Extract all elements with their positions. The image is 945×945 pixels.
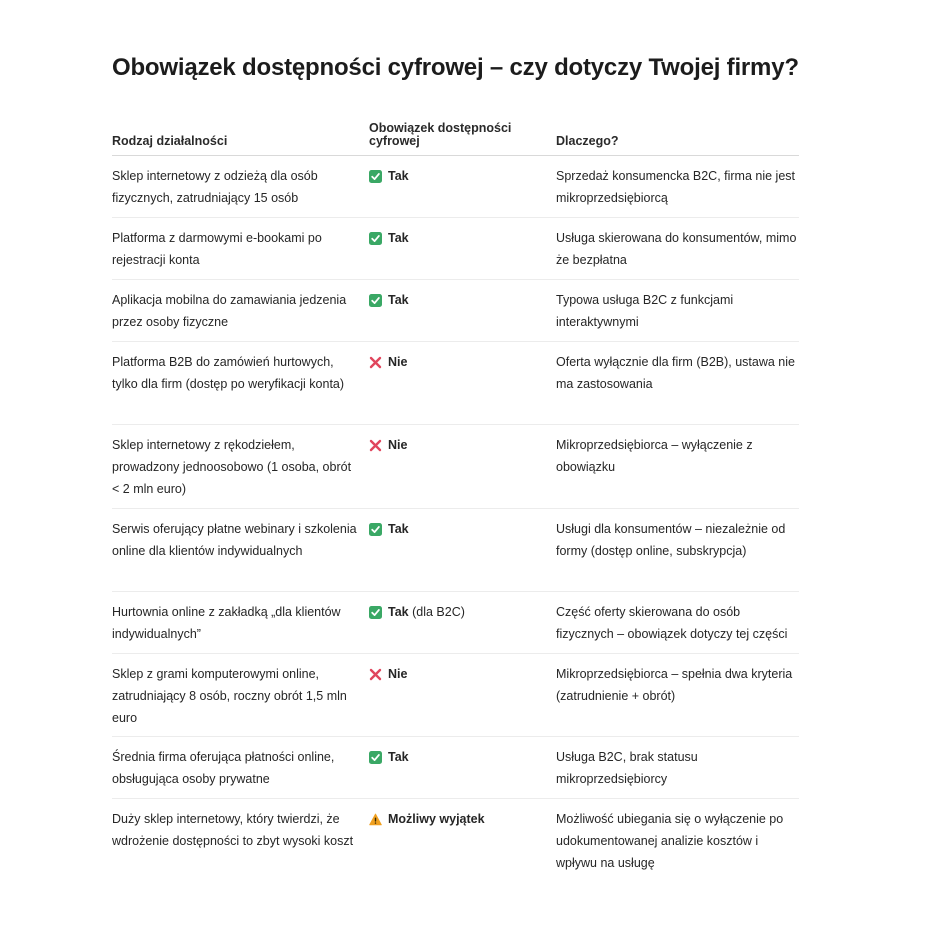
status-badge: [369, 602, 546, 624]
table-row: [112, 737, 799, 799]
reason-cell: Mikroprzedsiębiorca – wyłączenie z obowiązku: [556, 438, 753, 474]
status-label: Możliwy wyjątek: [388, 812, 485, 826]
cross-mark-icon: [369, 356, 382, 369]
obligation-cell: [369, 352, 556, 424]
status-label: Tak: [388, 522, 409, 536]
activity-cell: Sklep internetowy z rękodziełem, prowadzony jednoosobowo (1 osoba, obrót < 2 mln euro): [112, 438, 352, 496]
reason-cell: Możliwość ubiegania się o wyłączenie po udokumentowanej analizie kosztów i wpływu na usługę: [556, 812, 784, 870]
obligation-cell: [369, 166, 556, 217]
page-title: Obowiązek dostępności cyfrowej – czy dotyczy Twojej firmy?: [112, 54, 799, 81]
table-row: [112, 280, 799, 342]
table-body: [112, 156, 799, 882]
obligation-cell: [369, 519, 556, 591]
reason-cell: Oferta wyłącznie dla firm (B2B), ustawa nie ma zastosowania: [556, 355, 795, 391]
status-badge: [369, 519, 546, 541]
check-mark-icon: [369, 523, 382, 536]
table-row: [112, 799, 799, 882]
header-obligation: Obowiązek dostępności cyfrowej: [369, 121, 512, 148]
table-header: [112, 119, 799, 156]
status-label: Tak: [388, 231, 409, 245]
status-badge: [369, 166, 546, 188]
obligation-cell: [369, 290, 556, 341]
activity-cell: Sklep z grami komputerowymi online, zatrudniający 8 osób, roczny obrót 1,5 mln euro: [112, 667, 347, 725]
activity-cell: Aplikacja mobilna do zamawiania jedzenia przez osoby fizyczne: [112, 293, 347, 329]
table-row: [112, 342, 799, 425]
status-label: Nie: [388, 438, 408, 452]
cross-mark-icon: [369, 668, 382, 681]
reason-cell: Część oferty skierowana do osób fizycznych – obowiązek dotyczy tej części: [556, 605, 788, 641]
status-label: Tak: [388, 169, 409, 183]
status-label: Nie: [388, 355, 408, 369]
obligation-cell: [369, 435, 556, 508]
activity-cell: Duży sklep internetowy, który twierdzi, że wdrożenie dostępności to zbyt wysoki koszt: [112, 812, 354, 848]
table-row: [112, 592, 799, 654]
obligation-cell: [369, 228, 556, 279]
status-badge: [369, 435, 546, 457]
cross-mark-icon: [369, 439, 382, 452]
check-mark-icon: [369, 170, 382, 183]
obligation-cell: [369, 664, 556, 736]
obligation-cell: [369, 602, 556, 653]
activity-cell: Hurtownia online z zakładką „dla klientów indywidualnych”: [112, 605, 341, 641]
status-label: Tak: [388, 605, 409, 619]
reason-cell: Sprzedaż konsumencka B2C, firma nie jest mikroprzedsiębiorcą: [556, 169, 795, 205]
table-row: [112, 156, 799, 218]
activity-cell: Platforma z darmowymi e-bookami po rejestracji konta: [112, 231, 322, 267]
reason-cell: Usługa B2C, brak statusu mikroprzedsiębiorcy: [556, 750, 698, 786]
activity-cell: Średnia firma oferująca płatności online, obsługująca osoby prywatne: [112, 750, 335, 786]
status-label: Tak: [388, 750, 409, 764]
activity-cell: Serwis oferujący płatne webinary i szkolenia online dla klientów indywidualnych: [112, 522, 357, 558]
status-badge: [369, 352, 546, 374]
table-row: [112, 425, 799, 509]
header-reason: Dlaczego?: [556, 134, 619, 148]
table-row: [112, 509, 799, 592]
activity-cell: Platforma B2B do zamówień hurtowych, tylko dla firm (dostęp po weryfikacji konta): [112, 355, 345, 391]
activity-cell: Sklep internetowy z odzieżą dla osób fizycznych, zatrudniający 15 osób: [112, 169, 318, 205]
table-row: [112, 218, 799, 280]
header-activity: Rodzaj działalności: [112, 134, 228, 148]
reason-cell: Usługi dla konsumentów – niezależnie od formy (dostęp online, subskrypcja): [556, 522, 786, 558]
status-badge: [369, 228, 546, 250]
obligation-cell: [369, 747, 556, 798]
status-badge: [369, 664, 546, 686]
check-mark-icon: [369, 294, 382, 307]
status-label: Nie: [388, 667, 408, 681]
reason-cell: Usługa skierowana do konsumentów, mimo że bezpłatna: [556, 231, 797, 267]
table-row: [112, 654, 799, 737]
check-mark-icon: [369, 232, 382, 245]
warning-icon: [369, 813, 382, 826]
check-mark-icon: [369, 751, 382, 764]
status-badge: [369, 290, 546, 312]
reason-cell: Mikroprzedsiębiorca – spełnia dwa kryteria (zatrudnienie + obrót): [556, 667, 793, 703]
obligation-table: [112, 119, 799, 882]
status-label: Tak: [388, 293, 409, 307]
status-badge: [369, 747, 546, 769]
status-note: (dla B2C): [408, 605, 465, 619]
check-mark-icon: [369, 606, 382, 619]
obligation-cell: [369, 809, 556, 882]
reason-cell: Typowa usługa B2C z funkcjami interaktywnymi: [556, 293, 734, 329]
status-badge: [369, 809, 546, 831]
